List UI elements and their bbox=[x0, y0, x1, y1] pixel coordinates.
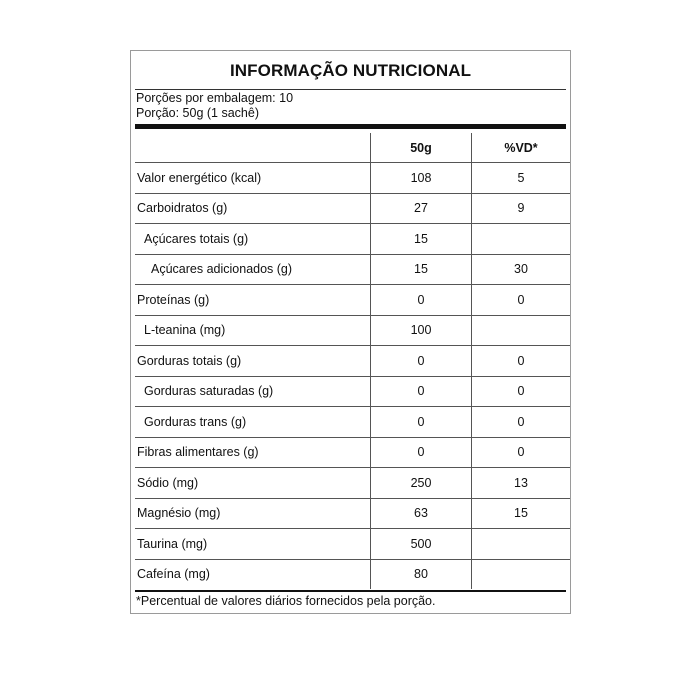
table-row bbox=[135, 224, 570, 255]
table-row bbox=[135, 529, 570, 560]
table-row bbox=[135, 346, 570, 377]
nutrient-daily-value bbox=[472, 559, 571, 589]
nutrient-quantity: 63 bbox=[371, 498, 472, 529]
nutrient-name: Fibras alimentares (g) bbox=[135, 437, 371, 468]
table-row bbox=[135, 468, 570, 499]
nutrient-name: Proteínas (g) bbox=[135, 285, 371, 316]
nutrient-name: Sódio (mg) bbox=[135, 468, 371, 499]
nutrient-daily-value: 0 bbox=[472, 437, 571, 468]
nutrient-daily-value: 0 bbox=[472, 407, 571, 438]
nutrient-name: L-teanina (mg) bbox=[135, 315, 371, 346]
header-daily-value: %VD* bbox=[472, 133, 571, 163]
nutrient-daily-value: 15 bbox=[472, 498, 571, 529]
table-header-row bbox=[135, 133, 570, 163]
nutrient-daily-value: 30 bbox=[472, 254, 571, 285]
nutrient-quantity: 0 bbox=[371, 437, 472, 468]
footnote: *Percentual de valores diários fornecidos pela porção. bbox=[136, 594, 436, 608]
nutrient-quantity: 0 bbox=[371, 285, 472, 316]
nutrient-quantity: 0 bbox=[371, 407, 472, 438]
header-nutrient bbox=[135, 133, 371, 163]
table-row bbox=[135, 559, 570, 589]
nutrient-daily-value bbox=[472, 224, 571, 255]
nutrient-quantity: 0 bbox=[371, 376, 472, 407]
title-divider bbox=[135, 89, 566, 90]
nutrient-quantity: 80 bbox=[371, 559, 472, 589]
nutrition-table bbox=[135, 133, 570, 589]
nutrition-label bbox=[130, 50, 571, 614]
table-row bbox=[135, 407, 570, 438]
nutrient-daily-value: 0 bbox=[472, 285, 571, 316]
table-row bbox=[135, 376, 570, 407]
nutrient-name: Gorduras totais (g) bbox=[135, 346, 371, 377]
table-row bbox=[135, 285, 570, 316]
nutrient-name: Carboidratos (g) bbox=[135, 193, 371, 224]
serving-size: Porção: 50g (1 sachê) bbox=[136, 106, 259, 120]
table-row bbox=[135, 315, 570, 346]
nutrient-daily-value: 13 bbox=[472, 468, 571, 499]
nutrient-daily-value bbox=[472, 315, 571, 346]
nutrient-daily-value: 0 bbox=[472, 376, 571, 407]
nutrient-name: Gorduras saturadas (g) bbox=[135, 376, 371, 407]
table-row bbox=[135, 437, 570, 468]
nutrient-daily-value bbox=[472, 529, 571, 560]
thick-divider bbox=[135, 124, 566, 129]
nutrient-quantity: 15 bbox=[371, 224, 472, 255]
nutrient-quantity: 250 bbox=[371, 468, 472, 499]
nutrient-quantity: 27 bbox=[371, 193, 472, 224]
nutrient-name: Cafeína (mg) bbox=[137, 567, 210, 582]
table-row bbox=[135, 254, 570, 285]
bottom-divider bbox=[135, 590, 566, 592]
table-row bbox=[135, 498, 570, 529]
nutrient-quantity: 500 bbox=[371, 529, 472, 560]
nutrient-quantity: 100 bbox=[371, 315, 472, 346]
nutrient-name: Taurina (mg) bbox=[135, 529, 371, 560]
nutrient-daily-value: 9 bbox=[472, 193, 571, 224]
nutrient-name: Açúcares adicionados (g) bbox=[135, 254, 371, 285]
nutrient-name: Magnésio (mg) bbox=[135, 498, 371, 529]
nutrient-quantity: 15 bbox=[371, 254, 472, 285]
label-title: INFORMAÇÃO NUTRICIONAL bbox=[229, 61, 472, 80]
table-row bbox=[135, 193, 570, 224]
nutrient-quantity: 0 bbox=[371, 346, 472, 377]
header-quantity: 50g bbox=[371, 133, 472, 163]
nutrient-quantity: 108 bbox=[371, 163, 472, 194]
nutrient-name: Açúcares totais (g) bbox=[135, 224, 371, 255]
nutrient-name: Valor energético (kcal) bbox=[135, 163, 371, 194]
table-row bbox=[135, 163, 570, 194]
nutrient-daily-value: 0 bbox=[472, 346, 571, 377]
servings-per-package: Porções por embalagem: 10 bbox=[136, 91, 294, 105]
nutrient-daily-value: 5 bbox=[472, 163, 571, 194]
nutrient-name: Gorduras trans (g) bbox=[135, 407, 371, 438]
